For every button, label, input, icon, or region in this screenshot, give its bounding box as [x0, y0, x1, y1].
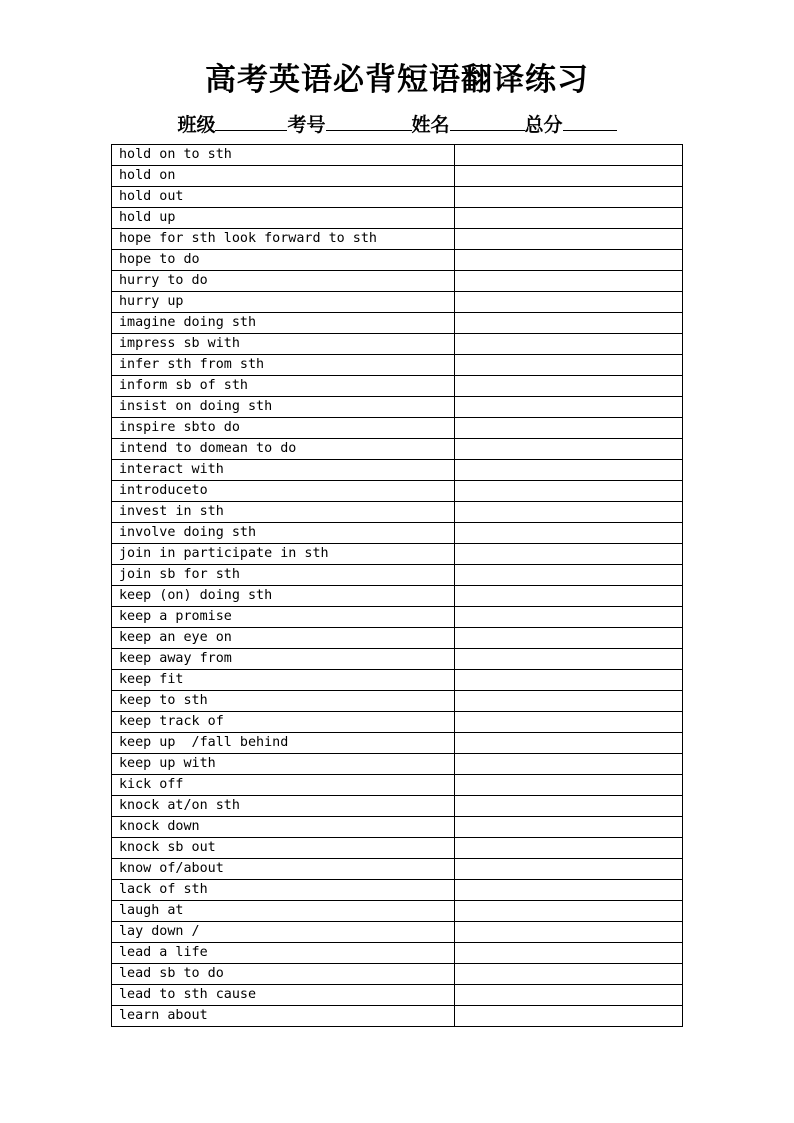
translation-answer-cell[interactable]: [455, 691, 683, 712]
score-blank[interactable]: [563, 110, 617, 131]
phrase-cell: join sb for sth: [112, 565, 455, 586]
table-row: [112, 229, 683, 250]
phrase-cell: keep away from: [112, 649, 455, 670]
phrase-cell: lead a life: [112, 943, 455, 964]
phrase-cell: lead to sth cause: [112, 985, 455, 1006]
phrase-cell: intend to domean to do: [112, 439, 455, 460]
phrase-cell: knock down: [112, 817, 455, 838]
table-row: [112, 838, 683, 859]
table-row: [112, 796, 683, 817]
table-row: [112, 334, 683, 355]
table-row: [112, 166, 683, 187]
name-label: 姓名: [411, 114, 450, 136]
table-row: [112, 628, 683, 649]
phrase-cell: hurry up: [112, 292, 455, 313]
phrase-cell: keep (on) doing sth: [112, 586, 455, 607]
translation-answer-cell[interactable]: [455, 481, 683, 502]
table-row: [112, 208, 683, 229]
table-row: [112, 481, 683, 502]
phrase-cell: keep track of: [112, 712, 455, 733]
phrase-cell: hold up: [112, 208, 455, 229]
translation-answer-cell[interactable]: [455, 271, 683, 292]
phrase-cell: keep to sth: [112, 691, 455, 712]
table-row: [112, 397, 683, 418]
phrase-cell: knock at/on sth: [112, 796, 455, 817]
translation-answer-cell[interactable]: [455, 754, 683, 775]
table-row: [112, 817, 683, 838]
phrase-cell: hope for sth look forward to sth: [112, 229, 455, 250]
translation-answer-cell[interactable]: [455, 187, 683, 208]
table-row: [112, 271, 683, 292]
score-label: 总分: [524, 114, 563, 136]
phrase-cell: invest in sth: [112, 502, 455, 523]
phrase-cell: keep up with: [112, 754, 455, 775]
table-row: [112, 586, 683, 607]
phrase-cell: inform sb of sth: [112, 376, 455, 397]
table-row: [112, 460, 683, 481]
table-row: [112, 313, 683, 334]
phrase-cell: impress sb with: [112, 334, 455, 355]
translation-answer-cell[interactable]: [455, 250, 683, 271]
class-blank[interactable]: [215, 110, 287, 131]
name-blank[interactable]: [450, 110, 525, 131]
table-row: [112, 250, 683, 271]
table-row: [112, 754, 683, 775]
translation-answer-cell[interactable]: [455, 334, 683, 355]
page-title: 高考英语必背短语翻译练习: [205, 62, 589, 98]
phrase-cell: know of/about: [112, 859, 455, 880]
table-row: [112, 880, 683, 901]
table-row: [112, 502, 683, 523]
phrase-cell: interact with: [112, 460, 455, 481]
phrase-cell: laugh at: [112, 901, 455, 922]
table-row: [112, 712, 683, 733]
translation-answer-cell[interactable]: [455, 607, 683, 628]
table-row: [112, 985, 683, 1006]
translation-answer-cell[interactable]: [455, 166, 683, 187]
translation-answer-cell[interactable]: [455, 229, 683, 250]
table-row: [112, 1006, 683, 1027]
translation-answer-cell[interactable]: [455, 628, 683, 649]
exam-no-label: 考号: [287, 114, 326, 136]
translation-answer-cell[interactable]: [455, 565, 683, 586]
table-row: [112, 418, 683, 439]
translation-answer-cell[interactable]: [455, 712, 683, 733]
table-row: [112, 145, 683, 166]
table-row: [112, 859, 683, 880]
table-row: [112, 292, 683, 313]
translation-answer-cell[interactable]: [455, 439, 683, 460]
table-row: [112, 187, 683, 208]
table-row: [112, 922, 683, 943]
phrase-cell: insist on doing sth: [112, 397, 455, 418]
translation-answer-cell[interactable]: [455, 880, 683, 901]
translation-answer-cell[interactable]: [455, 775, 683, 796]
translation-answer-cell[interactable]: [455, 817, 683, 838]
translation-answer-cell[interactable]: [455, 523, 683, 544]
table-row: [112, 691, 683, 712]
table-row: [112, 733, 683, 754]
translation-answer-cell[interactable]: [455, 901, 683, 922]
translation-answer-cell[interactable]: [455, 985, 683, 1006]
phrase-cell: keep an eye on: [112, 628, 455, 649]
translation-answer-cell[interactable]: [455, 397, 683, 418]
phrase-cell: hurry to do: [112, 271, 455, 292]
translation-answer-cell[interactable]: [455, 292, 683, 313]
phrase-cell: imagine doing sth: [112, 313, 455, 334]
translation-answer-cell[interactable]: [455, 1006, 683, 1027]
translation-answer-cell[interactable]: [455, 460, 683, 481]
table-row: [112, 607, 683, 628]
translation-answer-cell[interactable]: [455, 355, 683, 376]
translation-answer-cell[interactable]: [455, 943, 683, 964]
phrase-cell: keep fit: [112, 670, 455, 691]
translation-answer-cell[interactable]: [455, 922, 683, 943]
translation-answer-cell[interactable]: [455, 145, 683, 166]
phrase-cell: hold on to sth: [112, 145, 455, 166]
table-row: [112, 523, 683, 544]
table-row: [112, 901, 683, 922]
translation-answer-cell[interactable]: [455, 838, 683, 859]
phrase-cell: lead sb to do: [112, 964, 455, 985]
table-row: [112, 544, 683, 565]
phrase-cell: kick off: [112, 775, 455, 796]
table-row: [112, 649, 683, 670]
phrase-cell: inspire sbto do: [112, 418, 455, 439]
phrase-cell: hope to do: [112, 250, 455, 271]
table-row: [112, 964, 683, 985]
phrase-cell: join in participate in sth: [112, 544, 455, 565]
table-row: [112, 376, 683, 397]
phrase-table: [111, 144, 683, 1027]
translation-answer-cell[interactable]: [455, 376, 683, 397]
translation-answer-cell[interactable]: [455, 208, 683, 229]
phrase-cell: hold out: [112, 187, 455, 208]
translation-answer-cell[interactable]: [455, 796, 683, 817]
phrase-table-body: [112, 145, 683, 1027]
translation-answer-cell[interactable]: [455, 418, 683, 439]
phrase-cell: lay down /: [112, 922, 455, 943]
student-info-line: [0, 110, 794, 139]
table-row: [112, 775, 683, 796]
phrase-cell: infer sth from sth: [112, 355, 455, 376]
translation-answer-cell[interactable]: [455, 670, 683, 691]
table-row: [112, 565, 683, 586]
class-label: 班级: [177, 114, 216, 136]
exam-no-blank[interactable]: [326, 110, 412, 131]
table-row: [112, 355, 683, 376]
translation-answer-cell[interactable]: [455, 502, 683, 523]
phrase-cell: introduceto: [112, 481, 455, 502]
phrase-cell: lack of sth: [112, 880, 455, 901]
phrase-cell: keep a promise: [112, 607, 455, 628]
table-row: [112, 670, 683, 691]
phrase-cell: keep up /fall behind: [112, 733, 455, 754]
translation-answer-cell[interactable]: [455, 649, 683, 670]
translation-answer-cell[interactable]: [455, 859, 683, 880]
table-row: [112, 439, 683, 460]
table-row: [112, 943, 683, 964]
phrase-cell: involve doing sth: [112, 523, 455, 544]
phrase-cell: learn about: [112, 1006, 455, 1027]
translation-answer-cell[interactable]: [455, 313, 683, 334]
translation-answer-cell[interactable]: [455, 964, 683, 985]
translation-answer-cell[interactable]: [455, 586, 683, 607]
translation-answer-cell[interactable]: [455, 544, 683, 565]
translation-answer-cell[interactable]: [455, 733, 683, 754]
phrase-cell: hold on: [112, 166, 455, 187]
phrase-cell: knock sb out: [112, 838, 455, 859]
